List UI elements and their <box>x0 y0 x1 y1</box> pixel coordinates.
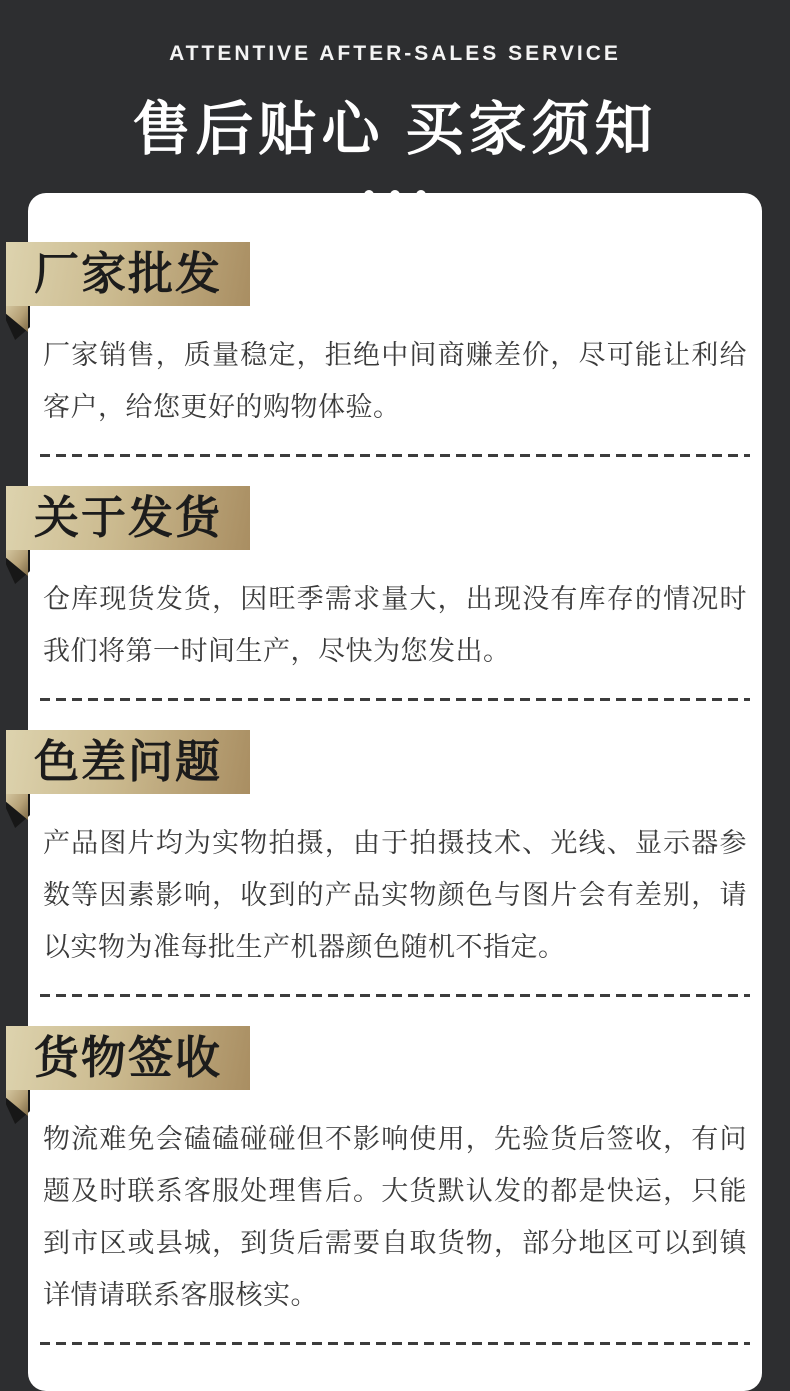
dashed-divider <box>40 1342 750 1345</box>
section-body-text: 产品图片均为实物拍摄，由于拍摄技术、光线、显示器参数等因素影响，收到的产品实物颜色与图片会有差别，请以实物为准每批生产机器颜色随机不指定。 <box>43 828 747 962</box>
header-subtitle: ATTENTIVE AFTER-SALES SERVICE <box>169 42 621 65</box>
page-header <box>0 0 790 193</box>
section-color-difference <box>28 730 762 997</box>
section-body-text: 物流难免会磕磕碰碰但不影响使用，先验货后签收，有问题及时联系客服处理售后。大货默认发的都是快运，只能到市区或县城，到货后需要自取货物，部分地区可以到镇详情请联系客服核实。 <box>43 1124 747 1310</box>
section-badge: 货物签收 <box>6 1026 250 1090</box>
section-badge: 色差问题 <box>6 730 250 794</box>
dashed-divider <box>40 698 750 701</box>
section-body-text: 仓库现货发货，因旺季需求量大，出现没有库存的情况时我们将第一时间生产，尽快为您发出。 <box>43 584 747 666</box>
section-badge: 关于发货 <box>6 486 250 550</box>
notice-card <box>28 193 762 1391</box>
section-badge: 厂家批发 <box>6 242 250 306</box>
dashed-divider <box>40 454 750 457</box>
section-goods-receipt <box>28 1026 762 1345</box>
page-title: 售后贴心 买家须知 <box>132 97 658 162</box>
section-factory-wholesale <box>28 242 762 457</box>
section-body-text: 厂家销售，质量稳定，拒绝中间商赚差价，尽可能让利给客户，给您更好的购物体验。 <box>43 340 747 422</box>
dashed-divider <box>40 994 750 997</box>
section-about-shipping <box>28 486 762 701</box>
